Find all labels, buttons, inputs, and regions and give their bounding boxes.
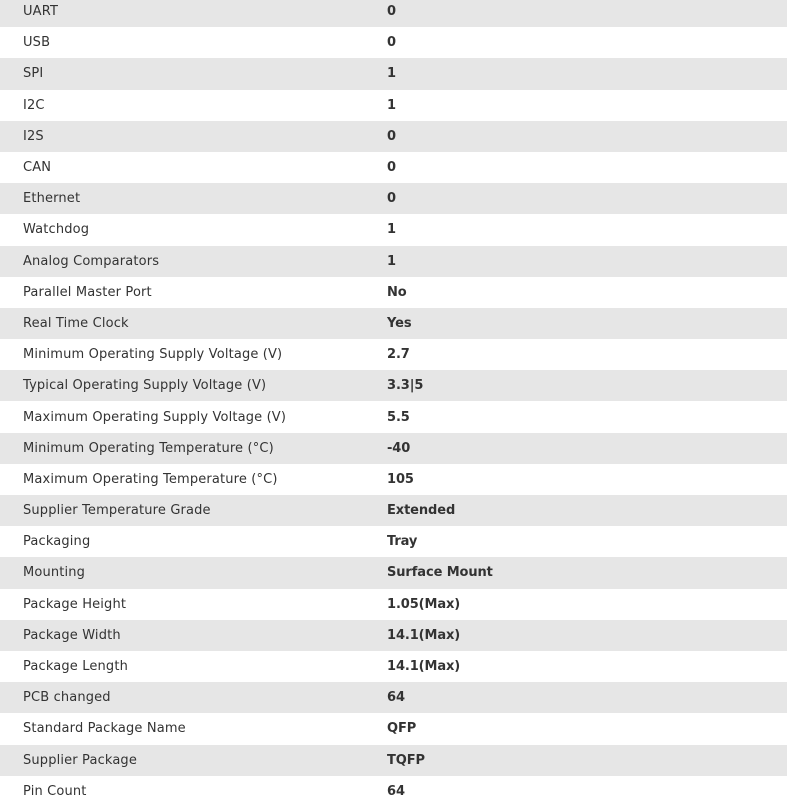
spec-value: 64 [387,783,405,799]
spec-label: SPI [23,66,44,82]
spec-label: Pin Count [23,783,87,799]
table-row [0,183,787,214]
spec-label: PCB changed [23,690,111,706]
table-row [0,682,787,713]
spec-value: TQFP [387,752,425,768]
table-row [0,589,787,620]
spec-value: 0 [387,191,396,207]
spec-value: QFP [387,721,417,737]
table-row [0,246,787,277]
spec-label: Supplier Package [23,752,137,768]
spec-label: Minimum Operating Supply Voltage (V) [23,347,283,363]
spec-label: Real Time Clock [23,315,129,331]
table-row [0,713,787,744]
spec-value: 5.5 [387,409,410,425]
table-row [0,495,787,526]
spec-label: Mounting [23,565,86,581]
spec-label: Packaging [23,534,91,550]
spec-value: -40 [387,440,411,456]
table-row [0,121,787,152]
spec-label: I2S [23,128,44,144]
spec-label: Maximum Operating Temperature (°C) [23,471,278,487]
spec-value: No [387,284,407,300]
spec-value: 1 [387,66,396,82]
table-row [0,433,787,464]
table-row [0,214,787,245]
table-row [0,401,787,432]
table-row [0,557,787,588]
table-row [0,58,787,89]
spec-value: 64 [387,690,405,706]
spec-label: UART [23,4,59,20]
spec-value: 14.1(Max) [387,659,461,675]
table-row [0,620,787,651]
spec-value: Extended [387,503,456,519]
spec-value: 0 [387,4,396,20]
spec-value: 1 [387,97,396,113]
spec-value: 3.3|5 [387,378,424,394]
spec-value: 1 [387,222,396,238]
table-row [0,277,787,308]
spec-value: 14.1(Max) [387,627,461,643]
spec-value: Tray [387,534,418,550]
spec-label: Ethernet [23,191,81,207]
spec-label: Package Height [23,596,127,612]
spec-label: Package Length [23,659,128,675]
spec-value: 0 [387,35,396,51]
table-row [0,0,787,27]
table-row [0,152,787,183]
spec-label: Standard Package Name [23,721,186,737]
spec-label: Maximum Operating Supply Voltage (V) [23,409,287,425]
spec-value: 105 [387,471,414,487]
spec-value: 1 [387,253,396,269]
table-row [0,651,787,682]
spec-label: Typical Operating Supply Voltage (V) [23,378,267,394]
spec-value: Yes [387,315,412,331]
spec-label: Analog Comparators [23,253,160,269]
spec-label: USB [23,35,51,51]
table-row [0,745,787,776]
spec-value: 0 [387,128,396,144]
spec-label: Minimum Operating Temperature (°C) [23,440,274,456]
spec-label: Supplier Temperature Grade [23,503,211,519]
table-row [0,90,787,121]
table-row [0,776,787,807]
spec-label: CAN [23,160,52,176]
spec-value: Surface Mount [387,565,493,581]
spec-label: Watchdog [23,222,90,238]
spec-label: Package Width [23,627,121,643]
spec-value: 1.05(Max) [387,596,461,612]
spec-value: 2.7 [387,347,410,363]
spec-label: Parallel Master Port [23,284,152,300]
table-row [0,308,787,339]
spec-label: I2C [23,97,45,113]
table-row [0,339,787,370]
table-row [0,464,787,495]
table-row [0,27,787,58]
table-row [0,526,787,557]
table-row [0,370,787,401]
spec-value: 0 [387,160,396,176]
